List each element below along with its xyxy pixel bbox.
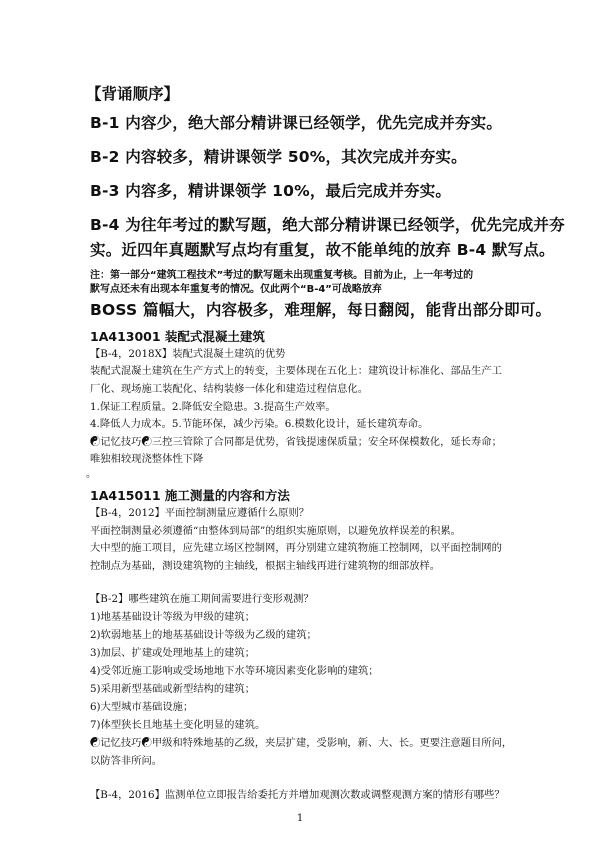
section-title-1a413001: 1A413001 装配式混凝土建筑 <box>90 329 265 344</box>
section1-line: 装配式混凝土建筑在生产方式上的转变，主要体现在五化上：建筑设计标准化、部品生产工 <box>90 365 502 377</box>
section2-line: 控制点为基础，测设建筑物的主轴线，根据主轴线再进行建筑物的细部放样。 <box>90 560 441 572</box>
question-line: 7)体型狭长且地基土变化明显的建筑。 <box>90 719 266 731</box>
question-line: 4)受邻近施工影响或受场地地下水等环境因素变化影响的建筑； <box>90 665 379 677</box>
order-line-b3: B-3 内容多，精讲课领学 10%，最后完成并夯实。 <box>90 182 452 200</box>
order-line-b1: B-1 内容少，绝大部分精讲课已经领学，优先完成并夯实。 <box>90 114 503 132</box>
question-line: 【B-2】哪些建筑在施工期间需要进行变形观测？ <box>90 593 314 605</box>
question-line: 5)采用新型基础或新型结构的建筑； <box>90 683 256 695</box>
order-line-b2: B-2 内容较多，精讲课领学 50%，其次完成并夯实。 <box>90 148 467 166</box>
section1-line: 4.降低人力成本。5.节能环保，减少污染。6.模数化设计，延长建筑寿命。 <box>90 418 429 430</box>
question-line: 3)加层、扩建或处理地基上的建筑； <box>90 647 256 659</box>
question-line: 以防答非所问。 <box>90 755 163 767</box>
question-line: ☯记忆技巧☯甲级和特殊地基的乙级，夹层扩建，受影响，新、大、长。更要注意题目所问， <box>90 737 513 749</box>
boss-line: BOSS 篇幅大，内容极多，难理解，每日翻阅，能背出部分即可。 <box>90 301 552 319</box>
section1-line: ☯记忆技巧☯三控三管除了合同都是优势，省钱提速保质量；安全环保模数化，延长寿命； <box>90 436 502 448</box>
section1-line: 【B-4，2018X】装配式混凝土建筑的优势 <box>90 348 286 360</box>
section-title-1a415011: 1A415011 施工测量的内容和方法 <box>90 488 290 503</box>
note-line-2: 默写点还未有出现本年重复考的情况。仅此两个“B-4”可战略放弃 <box>90 284 382 295</box>
section1-line: 唯独相较现浇整体性下降 <box>90 453 204 465</box>
section2-line: 平面控制测量必须遵循“由整体到局部”的组织实施原则，以避免放样误差的积累。 <box>90 525 461 537</box>
order-line-b4: B-4 为往年考过的默写题，绝大部分精讲课已经领学，优先完成并夯 <box>90 216 565 234</box>
order-line-b4-cont: 实。近四年真题默写点均有重复，故不能单纯的放弃 B-4 默写点。 <box>90 241 555 259</box>
section2-line: 大中型的施工项目，应先建立场区控制网，再分别建立建筑物施工控制网，以平面控制网的 <box>90 542 502 554</box>
question-line: 【B-4，2016】监测单位立即报告给委托方并增加观测次数或调整观测方案的情形有哪些？ <box>90 789 505 801</box>
section1-line: 厂化、现场施工装配化、结构装修一体化和建造过程信息化。 <box>90 383 369 395</box>
section2-line: 【B-4，2012】平面控制测量应遵循什么原则？ <box>90 507 310 519</box>
page-number: 1 <box>296 813 304 824</box>
section1-line: 1.保证工程质量。2.降低安全隐患。3.提高生产效率。 <box>90 401 336 413</box>
section1-line: 。 <box>86 468 97 480</box>
question-line: 6)大型城市基础设施； <box>90 701 194 713</box>
order-heading: 【背诵顺序】 <box>86 85 180 103</box>
question-line: 1)地基基础设计等级为甲级的建筑； <box>90 611 256 623</box>
note-line-1: 注：第一部分“建筑工程技术”考过的默写题未出现重复考核。目前为止，上一年考过的 <box>90 270 474 281</box>
question-line: 2)软弱地基上的地基基础设计等级为乙级的建筑； <box>90 629 317 641</box>
